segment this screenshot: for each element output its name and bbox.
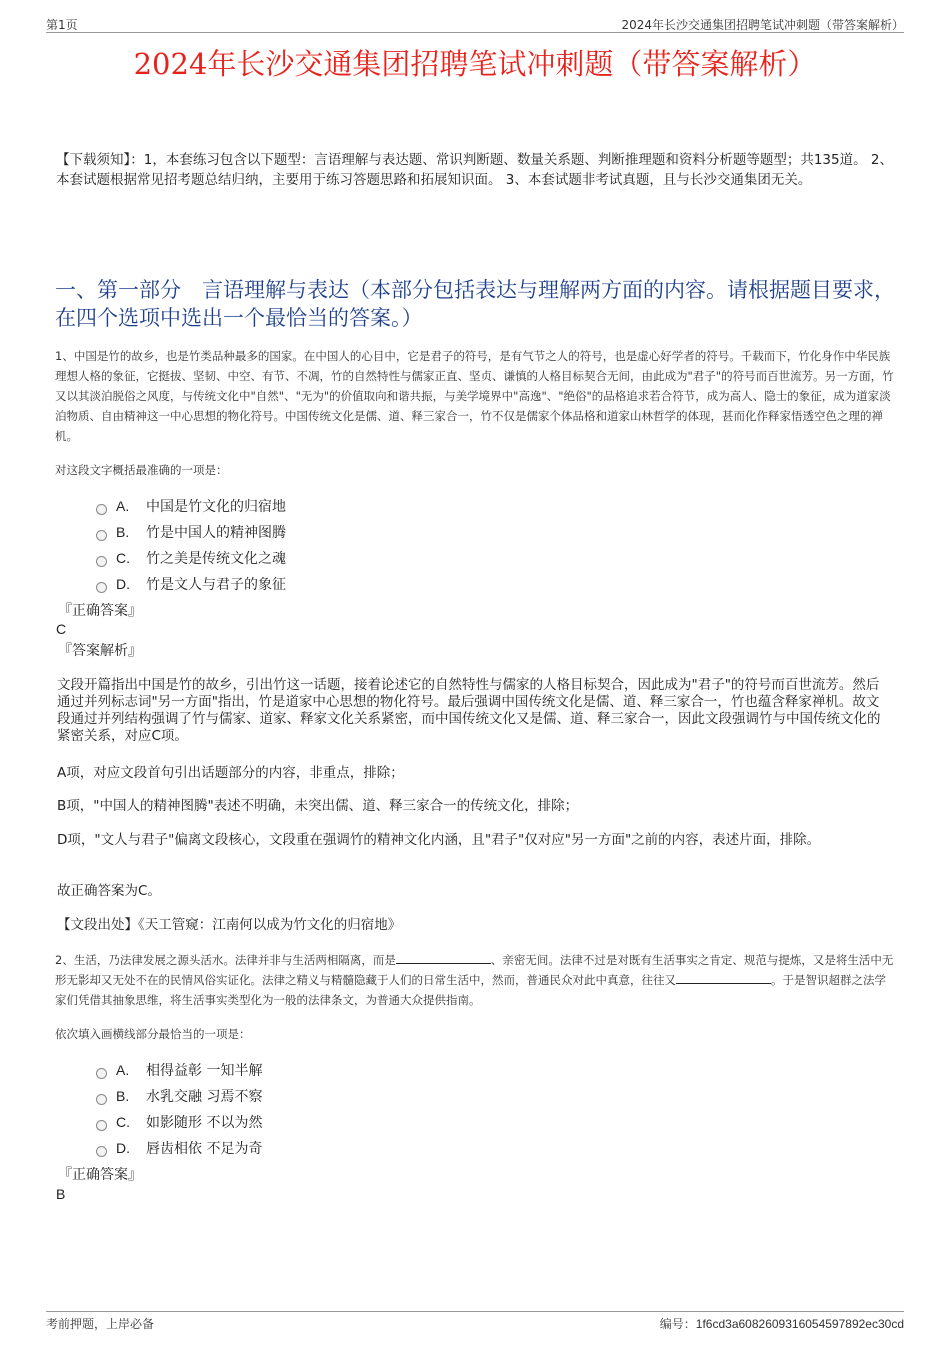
- q1-option-d[interactable]: D. 竹是文人与君子的象征: [96, 571, 286, 597]
- document-title: 2024年长沙交通集团招聘笔试冲刺题（带答案解析）: [133, 47, 817, 81]
- footer-code: 编号：1f6cd3a6082609316054597892ec30cd: [659, 1317, 904, 1331]
- radio-icon[interactable]: [96, 504, 107, 515]
- radio-icon[interactable]: [96, 530, 107, 541]
- q2-option-b[interactable]: B. 水乳交融 习焉不察: [96, 1083, 262, 1109]
- q2-option-a[interactable]: A. 相得益彰 一知半解: [96, 1057, 262, 1083]
- q2-option-c[interactable]: C. 如影随形 不以为然: [96, 1109, 262, 1135]
- q2-question: 依次填入画横线部分最恰当的一项是：: [55, 1027, 251, 1041]
- q1-note-a: A项，对应文段首句引出话题部分的内容，非重点，排除；: [57, 765, 404, 781]
- q1-question: 对这段文字概括最准确的一项是：: [55, 463, 228, 477]
- q1-conclusion: 故正确答案为C。: [57, 883, 161, 899]
- download-notice: 【下载须知】：1，本套练习包含以下题型：言语理解与表达题、常识判断题、数量关系题、判断推理题和资料分析题等题型；共135道。 2、本套试题根据常见招考题总结归纳，主要用于练习答题思路和拓展知识面。 3、本套试题非考试真题，且与长沙交通集团无关。: [56, 152, 893, 188]
- page-footer: [46, 1311, 904, 1338]
- page-header: [46, 14, 904, 33]
- q1-options: [96, 493, 286, 597]
- q1-stem: 1、中国是竹的故乡，也是竹类品种最多的国家。在中国人的心目中，它是君子的符号，是有气节之人的符号，也是虚心好学者的符号。千载而下，竹化身作中华民族理想人格的象征，它挺拔、坚韧、中空、有节、不凋，竹的自然特性与儒家正直、坚贞、谦慎的人格目标契合无间，由此成为"君子"的符号而百世流芳。另一方面，竹又以其淡泊脱俗之风度，与传统文化中"自然"、"无为"的价值取向和谐共振，与美学境界中"高逸"、"绝俗"的品格追求若合符节，成为高人、隐士的象征，成为道家淡泊物质、自由精神这一中心思想的物化符号。中国传统文化是儒、道、释三家合一，竹不仅是儒家个体品格和道家山林哲学的体现，甚而化作释家悟透空色之理的禅机。: [55, 349, 894, 443]
- header-doc-title: 2024年长沙交通集团招聘笔试冲刺题（带答案解析）: [621, 18, 904, 32]
- q1-option-a[interactable]: A. 中国是竹文化的归宿地: [96, 493, 286, 519]
- page-number: 第1页: [46, 18, 78, 32]
- footer-slogan: 考前押题，上岸必备: [46, 1317, 155, 1331]
- q1-source: 【文段出处】《天工管窥：江南何以成为竹文化的归宿地》: [57, 917, 402, 933]
- q1-note-b: B项，"中国人的精神图腾"表述不明确，未突出儒、道、释三家合一的传统文化，排除；: [57, 798, 579, 814]
- q1-answer: C: [56, 621, 67, 637]
- q2-options: [96, 1057, 262, 1161]
- q1-analysis: 文段开篇指出中国是竹的故乡，引出竹这一话题，接着论述它的自然特性与儒家的人格目标契合，因此成为"君子"的符号而百世流芳。然后通过并列标志词"另一方面"指出，竹是道家中心思想的物化符号。最后强调中国传统文化是儒、道、释三家合一，竹也蕴含释家禅机。故文段通过并列结构强调了竹与儒家、道家、释家文化关系紧密，而中国传统文化又是儒、道、释三家合一，因此文段强调竹与中国传统文化的紧密关系，对应C项。: [57, 677, 881, 744]
- q1-note-d: D项，"文人与君子"偏离文段核心，文段重在强调竹的精神文化内涵，且"君子"仅对应"另一方面"之前的内容，表述片面，排除。: [57, 832, 821, 848]
- radio-icon[interactable]: [96, 1120, 107, 1131]
- radio-icon[interactable]: [96, 1068, 107, 1079]
- radio-icon[interactable]: [96, 556, 107, 567]
- radio-icon[interactable]: [96, 1094, 107, 1105]
- q2-answer: B: [56, 1186, 66, 1202]
- fill-blank-1[interactable]: [396, 951, 491, 964]
- q1-option-b[interactable]: B. 竹是中国人的精神图腾: [96, 519, 286, 545]
- radio-icon[interactable]: [96, 582, 107, 593]
- q1-analysis-label: 『答案解析』: [58, 643, 142, 659]
- q2-option-d[interactable]: D. 唇齿相依 不足为奇: [96, 1135, 262, 1161]
- fill-blank-2[interactable]: [676, 971, 771, 984]
- q2-answer-label: 『正确答案』: [58, 1167, 142, 1183]
- radio-icon[interactable]: [96, 1146, 107, 1157]
- q1-answer-label: 『正确答案』: [58, 603, 142, 619]
- q2-stem: 2、生活，乃法律发展之源头活水。法律并非与生活两相隔离，而是 、亲密无间。法律不过是对既有生活事实之肯定、规范与提炼，又是将生活中无形无影却又无处不在的民情风俗实证化。法律之精义与精髓隐藏于人们的日常生活中，然而，普通民众对此中真意，往往又 。于是智识超群之法学家们凭借其抽象思维，将生活事实类型化为一般的法律条文，为普通大众提供指南。: [55, 953, 894, 1007]
- q1-option-c[interactable]: C. 竹之美是传统文化之魂: [96, 545, 286, 571]
- section-heading: 一、第一部分 言语理解与表达（本部分包括表达与理解两方面的内容。请根据题目要求，在四个选项中选出一个最恰当的答案。）: [55, 278, 895, 330]
